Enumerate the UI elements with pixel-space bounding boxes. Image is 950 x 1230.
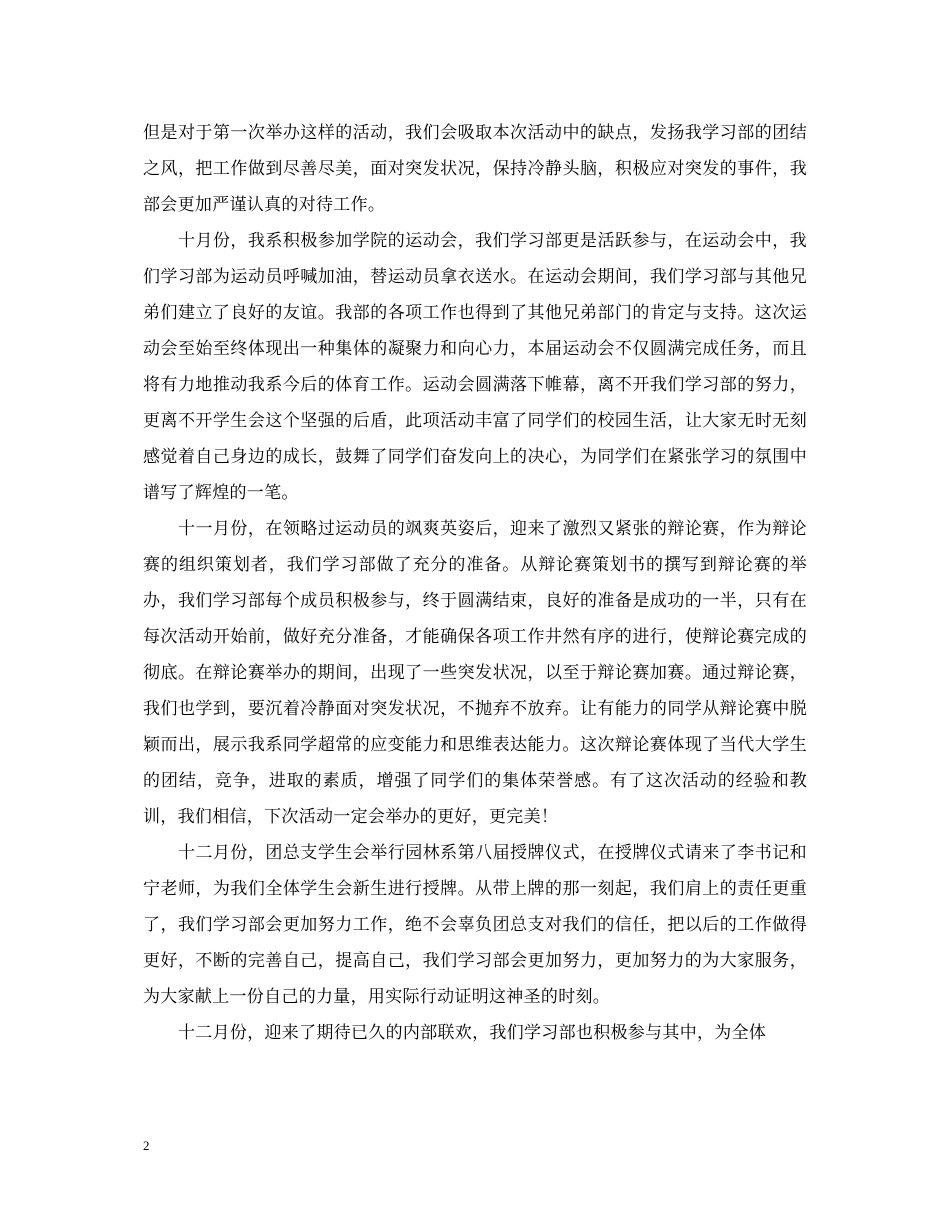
page-number: 2 — [143, 1138, 150, 1153]
paragraph-continuation: 但是对于第一次举办这样的活动，我们会吸取本次活动中的缺点，发扬我学习部的团结之风，把工作做到尽善尽美，面对突发状况，保持冷静头脑，积极应对突发的事件，我部会更加严谨认真的对待工作。 — [143, 123, 807, 215]
paragraph-december-party: 十二月份，迎来了期待已久的内部联欢，我们学习部也积极参与其中，为全体 — [178, 1023, 767, 1043]
paragraph-november: 十一月份，在领略过运动员的飒爽英姿后，迎来了激烈又紧张的辩论赛，作为辩论赛的组织策划者，我们学习部做了充分的准备。从辩论赛策划书的撰写到辩论赛的举办，我们学习部每个成员积极参与，终于圆满结束，良好的准备是成功的一半，只有在每次活动开始前，做好充分准备，才能确保各项工作井然有序的进行，使辩论赛完成的彻底。在辩论赛举办的期间，出现了一些突发状况，以至于辩论赛加赛。通过辩论赛，我们也学到，要沉着冷静面对突发状况，不抛弃不放弃。让有能力的同学从辩论赛中脱颖而出，展示我系同学超常的应变能力和思维表达能力。这次辩论赛体现了当代大学生的团结，竞争，进取的素质，增强了同学们的集体荣誉感。有了这次活动的经验和教训，我们相信，下次活动一定会举办的更好，更完美！ — [143, 519, 807, 827]
document-body — [143, 115, 807, 1051]
paragraph-december-ceremony: 十二月份，团总支学生会举行园林系第八届授牌仪式，在授牌仪式请来了李书记和宁老师，为我们全体学生会新生进行授牌。从带上牌的那一刻起，我们肩上的责任更重了，我们学习部会更加努力工作，绝不会辜负团总支对我们的信任，把以后的工作做得更好，不断的完善自己，提高自己，我们学习部会更加努力，更加努力的为大家服务，为大家献上一份自己的力量，用实际行动证明这神圣的时刻。 — [143, 843, 807, 1007]
paragraph-october: 十月份，我系积极参加学院的运动会，我们学习部更是活跃参与，在运动会中，我们学习部为运动员呼喊加油，替运动员拿衣送水。在运动会期间，我们学习部与其他兄弟们建立了良好的友谊。我部的各项工作也得到了其他兄弟部门的肯定与支持。这次运动会至始至终体现出一种集体的凝聚力和向心力，本届运动会不仅圆满完成任务，而且将有力地推动我系今后的体育工作。运动会圆满落下帷幕，离不开我们学习部的努力，更离不开学生会这个坚强的后盾，此项活动丰富了同学们的校园生活，让大家无时无刻感觉着自己身边的成长，鼓舞了同学们奋发向上的决心，为同学们在紧张学习的氛围中谱写了辉煌的一笔。 — [143, 231, 807, 503]
